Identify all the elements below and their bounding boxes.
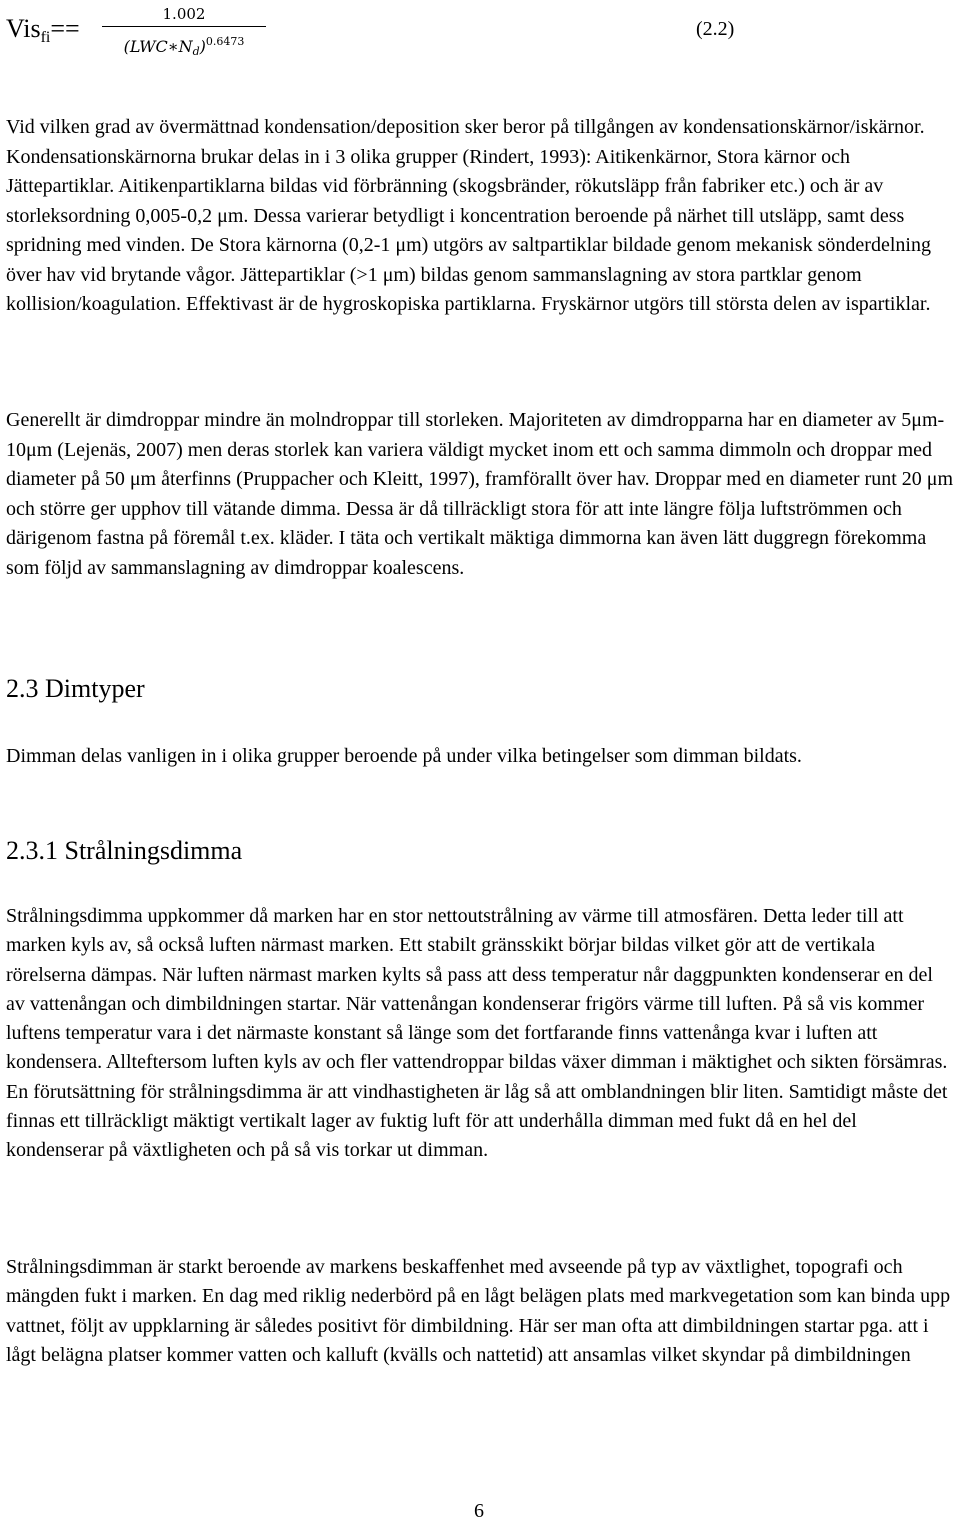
equation-lhs — [6, 14, 80, 47]
equation-2-2 — [6, 4, 956, 64]
fraction-bar — [102, 26, 266, 27]
equation-lhs-main: Vis — [6, 14, 41, 43]
paragraph-droplet-size: Generellt är dimdroppar mindre än molndroppar till storleken. Majoriteten av dimdropparna har en diameter av 5μm-10μm (Lejenäs, 2007) men deras storlek kan variera väldigt mycket inom ett och samma dimmoln och droppar med diameter på 50 μm återfinns (Pruppacher och Kleitt, 1997), framförallt över hav. Droppar med en diameter runt 20 μm och större ger upphov till vätande dimma. Dessa är då tillräckligt stora för att inte längre följa luftströmmen och därigenom fastna på föremål t.ex. kläder. I täta och vertikalt mäktiga dimmorna kan även lätt duggregn förekomma som följd av sammanslagning av dimdroppar koalescens. — [6, 409, 954, 579]
heading-dimtyper: 2.3 Dimtyper — [6, 674, 145, 703]
equation-operator: == — [50, 14, 80, 43]
paragraph-radiation-fog: Strålningsdimma uppkommer då marken har en stor nettoutstrålning av värme till atmosfären. Detta leder till att marken kyls av, så också luften närmast marken. Ett stabilt gränsskikt börjar bildas vilket gör att de vertikala rörelserna dämpas. När luften närmast marken kylts så pass att dess temperatur når daggpunkten kondenserar en del av vattenångan och dimbildningen startar. När vattenångan kondenserar frigörs värme till luften. På så vis kommer luftens temperatur vara i det närmaste konstant så länge som det fortfarande finns vattenånga kvar i luften att kondensera. Allteftersom luften kyls av och fler vattendroppar bildas växer dimman i mäktighet och sikten försämras. En förutsättning för strålningsdimma är att vindhastigheten är låg så att omblandningen blir liten. Samtidigt måste det finnas ett tillräckligt mäktigt vertikalt lager av fuktig luft för att underhålla dimman med fukt då en hel del kondenserar på växtligheten och på så vis torkar ut dimman. — [6, 905, 948, 1162]
equation-lhs-sub: fi — [40, 29, 51, 46]
den-exponent: 0.6473 — [205, 35, 245, 48]
den-lwc: LWC∗N — [129, 37, 193, 56]
den-close: ) — [199, 37, 206, 56]
den-open: ( — [123, 37, 130, 56]
heading-stralningsdimma: 2.3.1 Strålningsdimma — [6, 836, 243, 865]
paragraph-condensation-nuclei: Vid vilken grad av övermättnad kondensation/deposition sker beror på tillgången av kondensationskärnor/iskärnor. Kondensationskärnorna brukar delas in i 3 olika grupper (Rindert, 1993): Aitikenkärnor, Stora kärnor och Jättepartiklar. Aitikenpartiklarna bildas vid förbränning (skogsbränder, rökutsläpp från fabriker etc.) och är av storleksordning 0,005-0,2 μm. Dessa varierar betydligt i koncentration beroende på närhet till utsläpp, samt dess spridning med vinden. De Stora kärnorna (0,2-1 μm) utgörs av saltpartiklar bildade genom mekanisk sönderdelning över hav vid brytande vågor. Jättepartiklar (>1 μm) bildas genom sammanslagning av stora partklar genom kollision/koagulation. Effektivast är de hygroskopiska partiklarna. Fryskärnor utgörs till största delen av ispartiklar. — [6, 116, 931, 315]
equation-numerator: 1.002 — [162, 5, 206, 23]
page-number: 6 — [474, 1500, 484, 1522]
equation-number: (2.2) — [696, 18, 735, 40]
den-sub: d — [192, 45, 200, 58]
paragraph-fog-groups: Dimman delas vanligen in i olika grupper beroende på under vilka betingelser som dimman bildats. — [6, 745, 802, 767]
paragraph-radiation-fog-terrain: Strålningsdimman är starkt beroende av markens beskaffenhet med avseende på typ av växtlighet, topografi och mängden fukt i marken. En dag med riklig nederbörd på en lågt belägen plats med markvegetation som kan binda upp vattnet, följt av uppklarning är således positivt för dimbildning. Här ser man ofta att dimbildningen startar pga. att i lågt belägna platser kommer vatten och kalluft (kvälls och nattetid) att ansamlas vilket skyndar på dimbildningen — [6, 1256, 951, 1366]
equation-fraction — [102, 4, 266, 63]
equation-denominator — [102, 31, 266, 63]
